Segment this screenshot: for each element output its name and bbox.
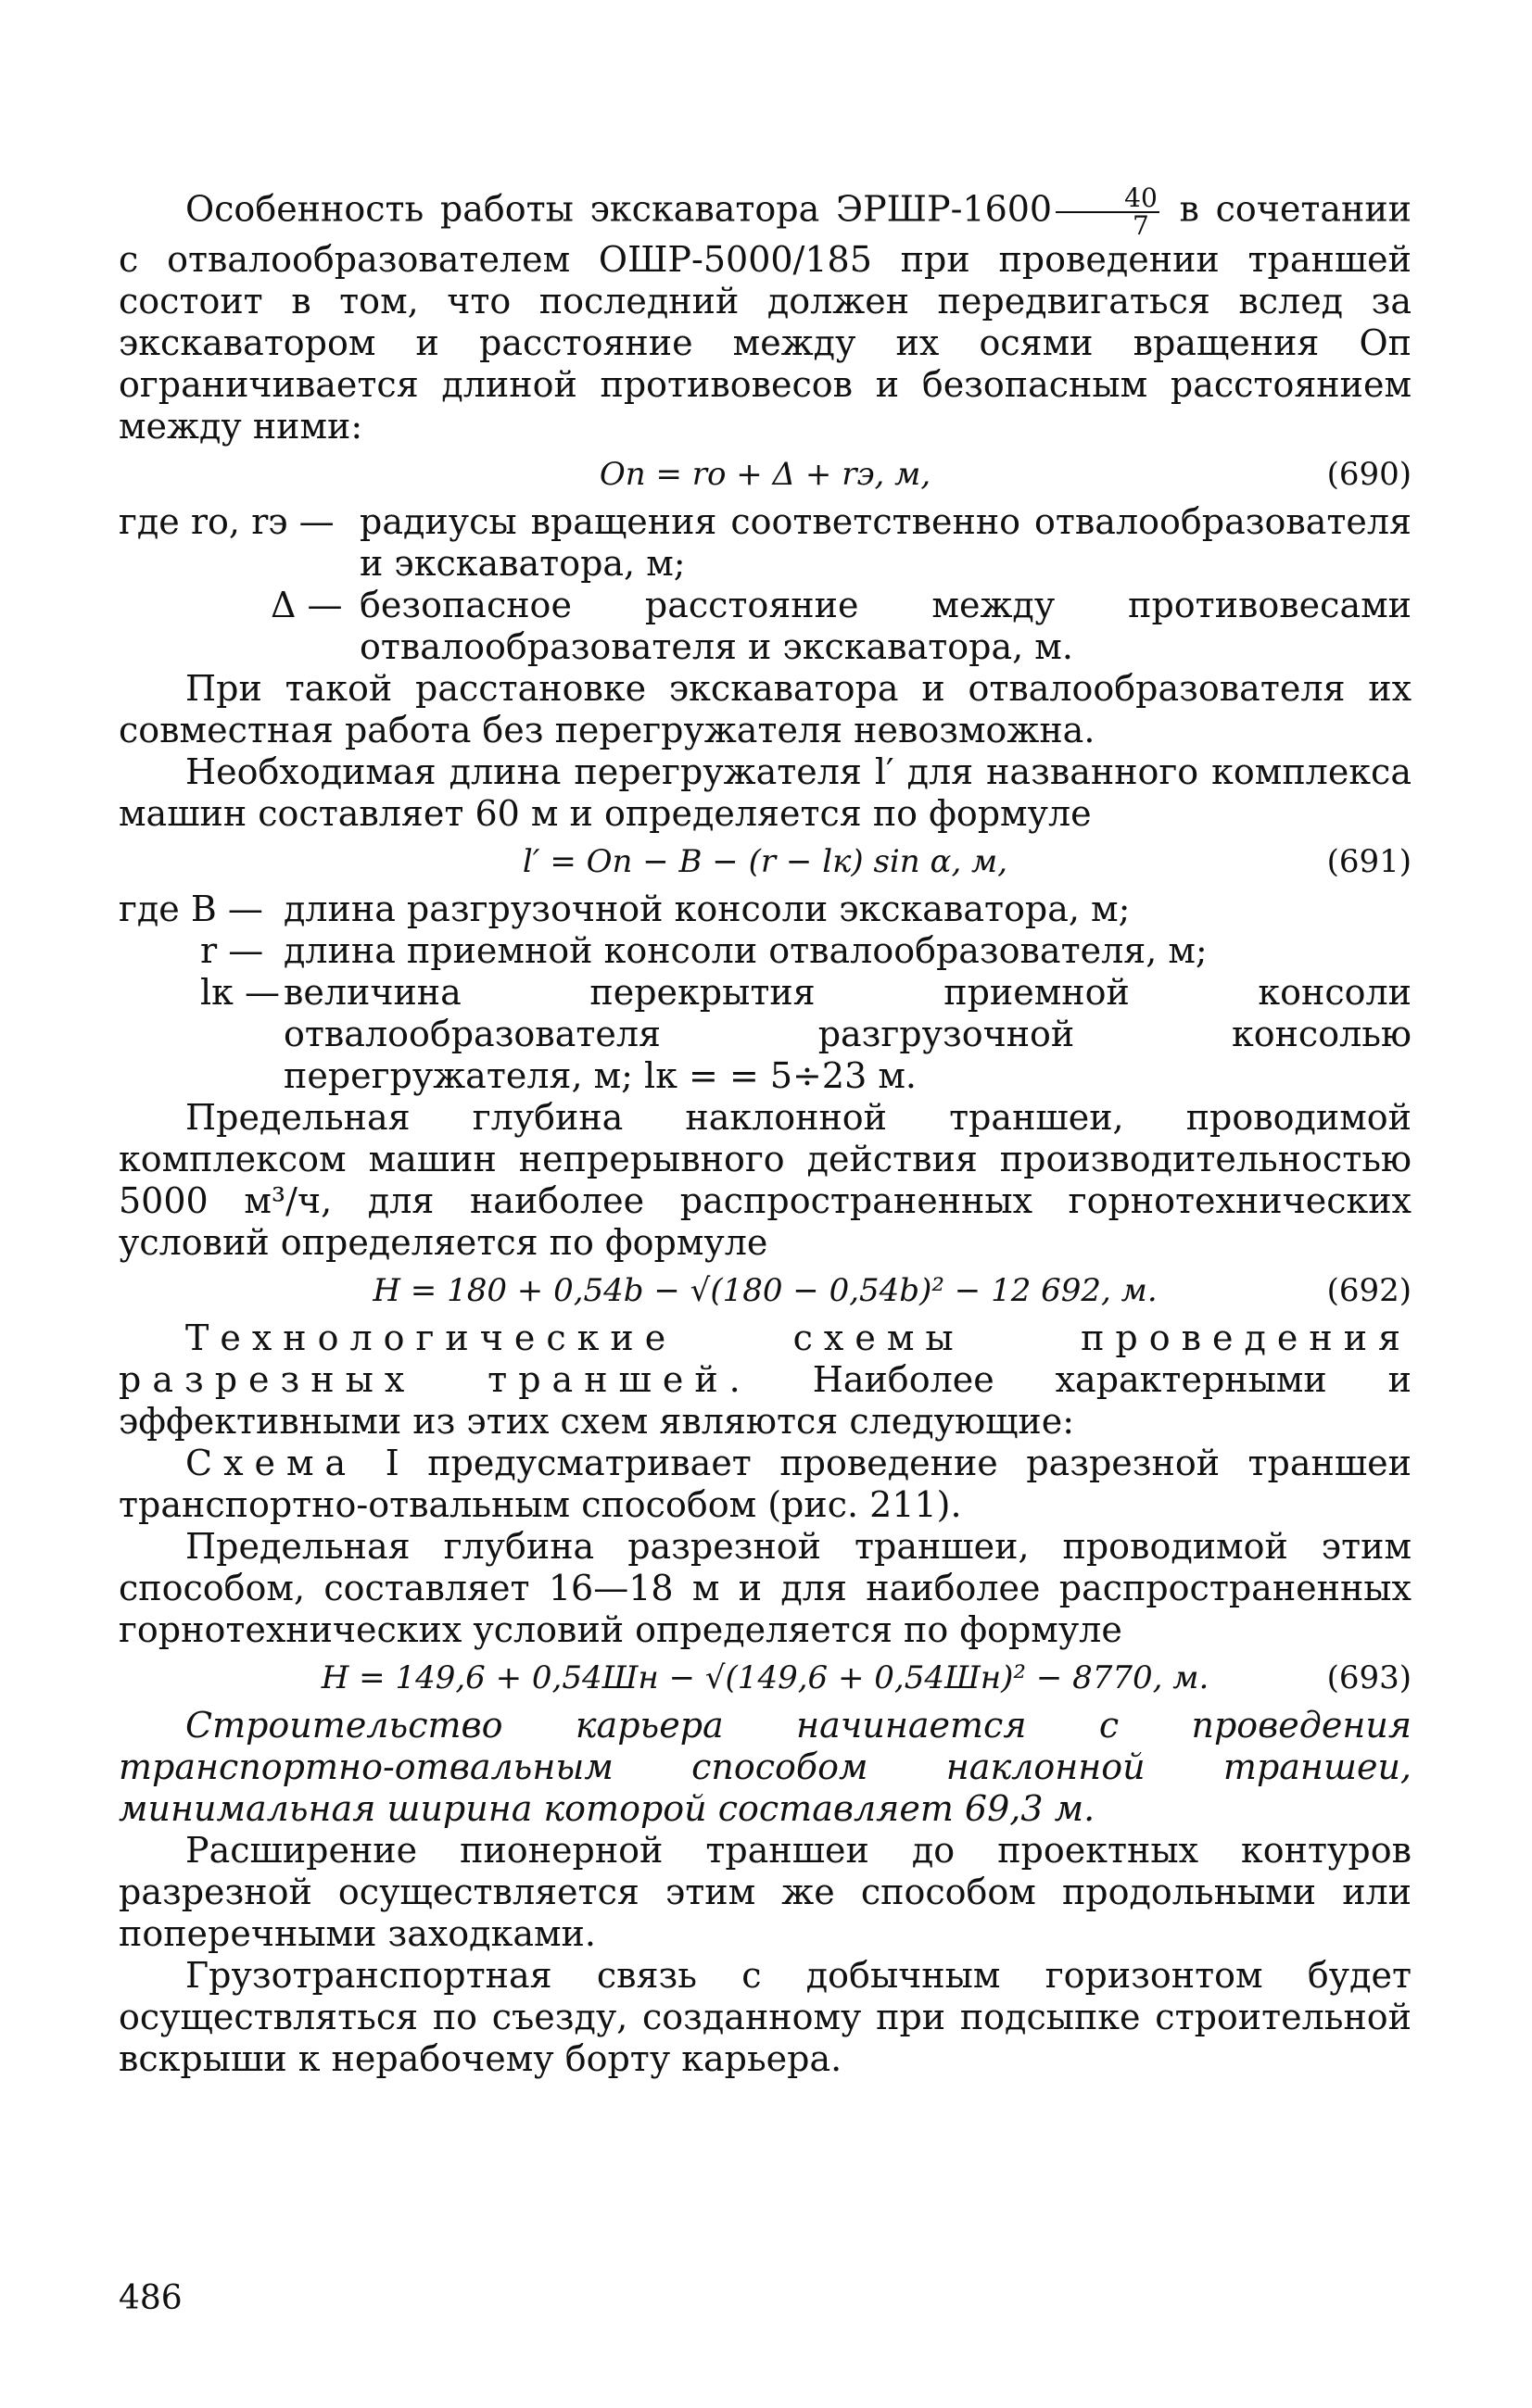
definition-text: длина приемной консоли отвалообразователя, м; [284, 930, 1208, 971]
paragraph-depth: Предельная глубина наклонной траншеи, проводимой комплексом машин непрерывного действия производительностью 5000 м³/ч, для наиболее распространенных горнотехнических условий определяется по формуле [119, 1097, 1412, 1263]
paragraph-schemes [119, 1317, 1412, 1443]
definition-text: безопасное расстояние между противовесами отвалообразователя и экскаватора, м. [360, 585, 1412, 667]
paragraph-depth-2: Предельная глубина разрезной траншеи, проводимой этим способом, составляет 16—18 м и для наиболее распространенных горнотехнических условий определяется по формуле [119, 1526, 1412, 1650]
definition-label: где B — [119, 889, 263, 929]
definition-r [119, 930, 1412, 972]
paragraph-length: Необходимая длина перегружателя l′ для названного комплекса машин составляет 60 м и определяется по формуле [119, 751, 1412, 834]
equation-692-formula: H = 180 + 0,54b − √(180 − 0,54b)² − 12 692, м. [373, 1272, 1158, 1309]
equation-690-number: (690) [1326, 456, 1412, 493]
definition-text: величина перекрытия приемной консоли отвалообразователя разгрузочной консолью перегружателя, м; lк = = 5÷23 м. [284, 972, 1412, 1096]
intro-text-a: Особенность работы экскаватора ЭРШР-1600 [185, 188, 1053, 230]
paragraph-construction: Строительство карьера начинается с проведения транспортно-отвальным способом наклонной траншеи, минимальная ширина которой составляет 69,3 м. [119, 1705, 1412, 1829]
paragraph-expansion: Расширение пионерной траншеи до проектных контуров разрезной осуществляется этим же способом продольными или поперечными заходками. [119, 1830, 1412, 1954]
schemes-heading-spaced: Технологические схемы проведения разрезных траншей. [119, 1317, 1412, 1400]
fraction-numerator: 40 [1056, 185, 1159, 213]
paragraph-scheme-1 [119, 1443, 1412, 1526]
definition-text: длина разгрузочной консоли экскаватора, м; [284, 889, 1131, 929]
page-number: 486 [119, 2279, 183, 2317]
definition-label: r — [200, 930, 264, 971]
equation-691-formula: l′ = Оп − B − (r − lк) sin α, м, [522, 843, 1008, 880]
definition-label: Δ — [271, 585, 343, 625]
fraction [1056, 185, 1159, 239]
equation-693 [119, 1651, 1412, 1705]
equation-692-number: (692) [1326, 1272, 1412, 1309]
definition-label: где rо, rэ — [119, 501, 335, 542]
equation-691 [119, 835, 1412, 889]
page-body [119, 185, 1412, 2080]
scheme-1-label: Схема [185, 1443, 358, 1483]
equation-693-formula: H = 149,6 + 0,54Шн − √(149,6 + 0,54Шн)² − 8770, м. [321, 1659, 1209, 1696]
definition-label: lк — [200, 972, 280, 1013]
definition-radii [119, 501, 1412, 585]
equation-692 [119, 1264, 1412, 1317]
definition-b [119, 889, 1412, 930]
schemes-text: Наиболее характерными и эффективными из этих схем являются следующие: [119, 1359, 1412, 1442]
paragraph-transport: Грузотранспортная связь с добычным горизонтом будет осуществляться по съезду, созданному при подсыпке строительной вскрыши к нерабочему борту карьера. [119, 1955, 1412, 2079]
fraction-denominator: 7 [1133, 210, 1149, 241]
scheme-1-text: I предусматривает проведение разрезной траншеи транспортно-отвальным способом (рис. 211). [119, 1443, 1412, 1525]
equation-690-formula: Оп = rо + Δ + rэ, м, [599, 456, 931, 493]
paragraph-placement: При такой расстановке экскаватора и отвалообразователя их совместная работа без перегружателя невозможна. [119, 668, 1412, 750]
equation-690 [119, 448, 1412, 501]
definition-delta [119, 585, 1412, 668]
definition-text: радиусы вращения соответственно отвалообразователя и экскаватора, м; [360, 501, 1412, 584]
definition-lk [119, 972, 1412, 1097]
equation-691-number: (691) [1326, 843, 1412, 880]
equation-693-number: (693) [1326, 1659, 1412, 1696]
intro-text-b: в сочетании с отвалообразователем ОШР-5000/185 при проведении траншей состоит в том, что последний должен передвигаться вслед за экскаватором и расстояние между их осями вращения Оп ограничивается длиной противовесов и безопасным расстоянием между ними: [119, 188, 1412, 447]
intro-paragraph [119, 185, 1412, 448]
